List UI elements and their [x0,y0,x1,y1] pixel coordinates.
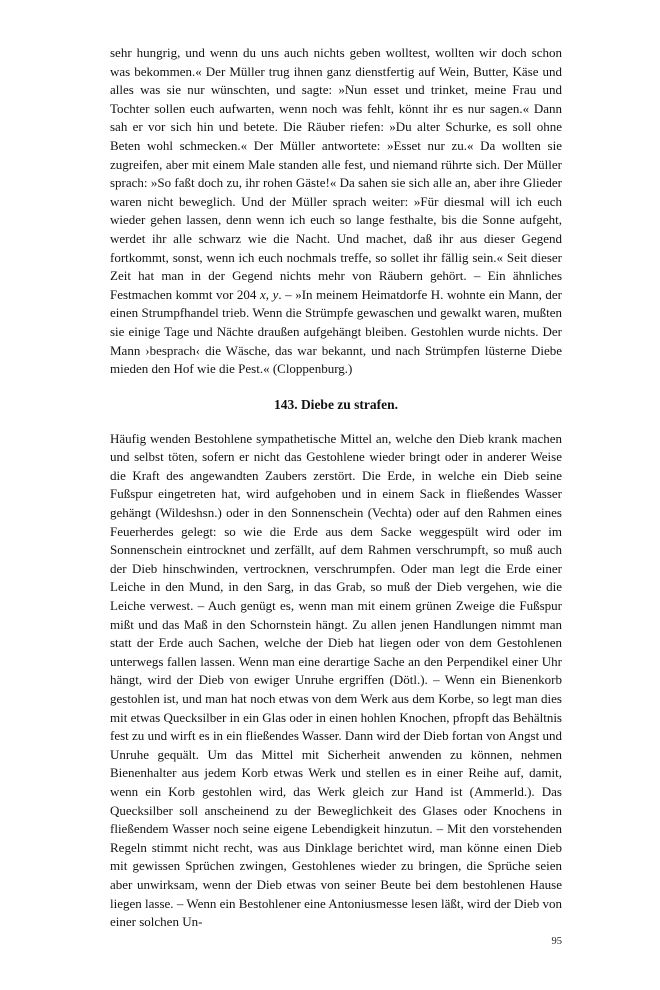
section-paragraph: Häufig wenden Bestohlene sympathetische Mittel an, welche den Dieb krank machen und selbst töten, sofern er nicht das Gestohlene wieder bringt oder in anderer Weise die Kraft des angewandten Zaubers zerstört. Die Erde, in welche ein Dieb seine Fußspur eingetreten hat, wird aufgehoben und in einem Sack in fließendes Wasser gehängt (Wildeshsn.) oder in den Sonnenschein (Vechta) oder auf den Rahmen eines Feuerherdes gelegt: so wie die Erde aus dem Sacke weggespült wird oder im Sonnenschein eintrocknet und zerfällt, auf dem Rahmen verschrumpft, so muß auch der Dieb hinschwinden, vertrocknen, verschrumpfen. Oder man legt die Erde einer Leiche in den Mund, in den Sarg, in das Grab, so muß der Dieb vergehen, wie die Leiche verwest. – Auch genügt es, wenn man mit einem grünen Zweige die Fußspur mißt und das Maß in den Schornstein hängt. Zu allen jenen Handlungen nimmt man statt der Erde auch Sachen, welche der Dieb hat liegen oder von dem Gestohlenen unterwegs fallen lassen. Wenn man eine derartige Sache an den Perpendikel einer Uhr hängt, wird der Dieb von ewiger Unruhe ergriffen (Dötl.). – Wenn ein Bienenkorb gestohlen ist, und man hat noch etwas von dem Werk aus dem Korbe, so legt man dies mit etwas Quecksilber in ein Glas oder in einen hohlen Knochen, pfropft das Behältnis fest zu und wirft es in ein fließendes Wasser. Dann wird der Dieb fortan von Angst und Unruhe gequält. Um das Mittel mit Sicherheit anwenden zu können, nehmen Bienenhalter aus jedem Korb etwas Werk und stellen es in einer Reihe auf, damit, wenn ein Korb gestohlen wird, das Werk gleich zur Hand ist (Ammerld.). Das Quecksilber soll anscheinend zu der Beweglichkeit des Glases oder Knochens in fließendem Wasser noch seine eigene Lebendigkeit hinzutun. – Mit den vorstehenden Regeln stimmt nicht recht, was aus Dinklage berichtet wird, man könne einen Dieb mit gewissen Sprüchen zwingen, Gestohlenes wieder zu bringen, die Sprüche seien aber unwirksam, wenn der Dieb etwas von seiner Beute bei dem bestohlenen Hause liegen lasse. – Wenn ein Bestohlener eine Antoniusmesse lesen läßt, wird der Dieb von einer solchen Un- [110,430,562,930]
italic-citation: x, y [260,286,279,302]
section-heading: 143. Diebe zu strafen. [273,396,399,412]
text-block [110,44,562,949]
paragraph-text-before: sehr hungrig, und wenn du uns auch nichts geben wolltest, wollten wir doch schon was bekommen.« Der Müller trug ihnen ganz dienstfertig auf Wein, Butter, Käse und alles was sie nur wünschten, und sagte: »Nun esset und trinket, meine Frau und Tochter sollen euch aufwarten, wenn noch was fehlt, könnt ihr es nur sagen.« Dann sah er vor sich hin und betete. Die Räuber riefen: »Du alter Schurke, es soll ohne Beten wohl schmecken.« Der Müller antwortete: »Esset nur zu.« Da wollten sie zugreifen, aber mit einem Male standen alle fest, und niemand rührte sich. Der Müller sprach: »So faßt doch zu, ihr rohen Gäste!« Da sahen sie sich alle an, aber ihre Glieder waren nicht beweglich. Und der Müller sprach weiter: »Für diesmal will ich euch wieder gehen lassen, denn wenn ich euch so lange festhalte, bis die Sonne aufgeht, werdet ihr alle schwarz wie die Nacht. Und machet, daß ihr aus dieser Gegend fortkommt, sonst, wenn ich euch nochmals treffe, so sollet ihr fällig sein.« Seit dieser Zeit hat man in der Gegend nichts mehr von Räubern gehört. – Ein ähnliches Festmachen kommt vor 204 [110,45,562,302]
page-number: 95 [551,935,562,947]
paragraph-text-after: . – »In meinem Heimatdorfe H. wohnte ein Mann, der einen Strumpfhandel trieb. Wenn die Strümpfe gewaschen und gewalkt waren, mußten sie einige Tage und Nächte draußen aufgehängt bleiben. Gestohlen wurde nichts. Der Mann ›besprach‹ die Wäsche, das war bekannt, und nach Strümpfen lüsterne Diebe mieden den Hof wie die Pest.« (Cloppenburg.) [110,286,562,377]
paragraph-continuation [110,44,562,379]
